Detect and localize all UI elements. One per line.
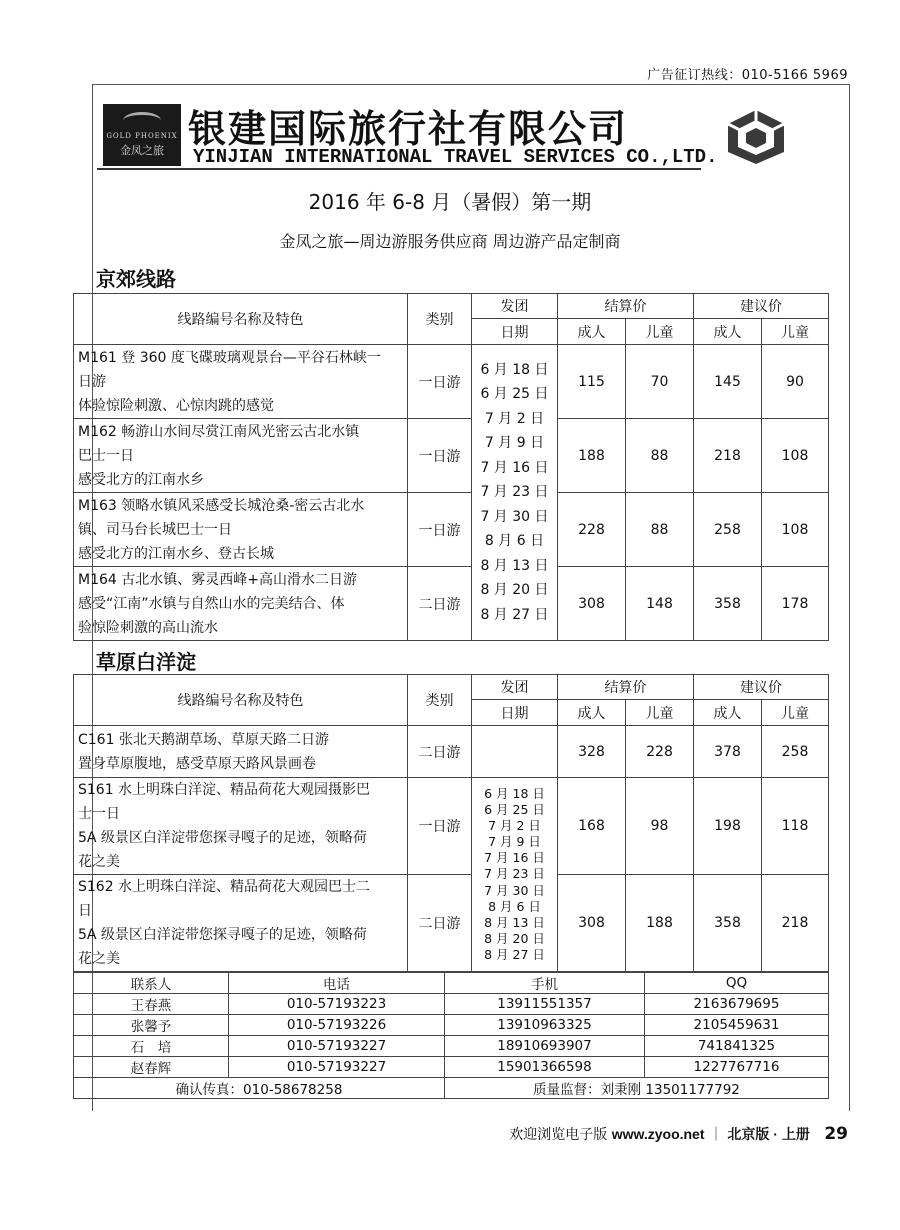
settle-child-price: 88 bbox=[626, 493, 694, 567]
suggest-adult-price: 258 bbox=[694, 493, 762, 567]
col-settle-child: 儿童 bbox=[626, 319, 694, 345]
col-settle-price: 结算价 bbox=[558, 675, 694, 700]
route-cell: M162 畅游山水间尽赏江南风光密云古北水镇 巴士一日 感受北方的江南水乡 bbox=[74, 419, 408, 493]
table-row bbox=[74, 567, 829, 641]
ad-hotline: 广告征订热线：010-5166 5969 bbox=[647, 68, 848, 83]
table-row bbox=[74, 778, 829, 875]
col-suggest-adult: 成人 bbox=[694, 700, 762, 726]
contact-phone: 010-57193227 bbox=[229, 1057, 445, 1078]
col-depart-1: 发团 bbox=[472, 675, 558, 700]
suggest-child-price: 118 bbox=[762, 778, 829, 875]
contact-phone: 010-57193223 bbox=[229, 994, 445, 1015]
settle-child-price: 70 bbox=[626, 345, 694, 419]
settle-adult-price: 228 bbox=[558, 493, 626, 567]
col-suggest-adult: 成人 bbox=[694, 319, 762, 345]
suggest-adult-price: 218 bbox=[694, 419, 762, 493]
suggest-adult-price: 358 bbox=[694, 875, 762, 972]
footer-site-link[interactable]: www.zyoo.net bbox=[611, 1126, 705, 1142]
company-name-en: YINJIAN INTERNATIONAL TRAVEL SERVICES CO.,LTD. bbox=[193, 146, 718, 168]
suggest-adult-price: 145 bbox=[694, 345, 762, 419]
table-row bbox=[74, 726, 829, 778]
col-category: 类别 bbox=[408, 675, 472, 726]
col-settle-adult: 成人 bbox=[558, 700, 626, 726]
tagline: 金凤之旅—周边游服务供应商 周边游产品定制商 bbox=[279, 232, 621, 251]
suggest-child-price: 218 bbox=[762, 875, 829, 972]
col-suggest-child: 儿童 bbox=[762, 319, 829, 345]
contact-qq: 2163679695 bbox=[645, 994, 829, 1015]
table-row bbox=[74, 345, 829, 419]
route-cell: S161 水上明珠白洋淀、精品荷花大观园摄影巴 士一日 5A 级景区白洋淀带您探寻嘎子的足迹，领略荷 花之美 bbox=[74, 778, 408, 875]
col-depart-2: 日期 bbox=[472, 319, 558, 345]
contact-name: 张馨予 bbox=[74, 1015, 229, 1036]
contact-qq: 2105459631 bbox=[645, 1015, 829, 1036]
contact-name: 赵春辉 bbox=[74, 1057, 229, 1078]
contact-row bbox=[74, 1015, 829, 1036]
departure-dates-empty bbox=[472, 726, 558, 778]
settle-child-price: 188 bbox=[626, 875, 694, 972]
category-cell: 一日游 bbox=[408, 493, 472, 567]
contact-name: 石 培 bbox=[74, 1036, 229, 1057]
contact-name: 王春燕 bbox=[74, 994, 229, 1015]
grassland-route-table bbox=[73, 674, 829, 972]
settle-child-price: 228 bbox=[626, 726, 694, 778]
col-settle-adult: 成人 bbox=[558, 319, 626, 345]
category-cell: 二日游 bbox=[408, 726, 472, 778]
contact-qq: 741841325 bbox=[645, 1036, 829, 1057]
section-title-caoyuan-baiyangdian: 草原白洋淀 bbox=[96, 650, 196, 674]
settle-adult-price: 308 bbox=[558, 567, 626, 641]
table-row bbox=[74, 419, 829, 493]
jingjiao-route-table bbox=[73, 293, 829, 641]
settle-child-price: 88 bbox=[626, 419, 694, 493]
col-settle-child: 儿童 bbox=[626, 700, 694, 726]
phoenix-icon bbox=[123, 112, 161, 129]
contact-row bbox=[74, 994, 829, 1015]
route-cell: C161 张北天鹅湖草场、草原天路二日游 置身草原腹地，感受草原天路风景画卷 bbox=[74, 726, 408, 778]
contact-table bbox=[73, 972, 829, 1099]
route-cell: M163 领略水镇风采感受长城沧桑-密云古北水 镇、司马台长城巴士一日 感受北方的江南水乡、登古长城 bbox=[74, 493, 408, 567]
settle-adult-price: 328 bbox=[558, 726, 626, 778]
category-cell: 二日游 bbox=[408, 567, 472, 641]
col-depart-2: 日期 bbox=[472, 700, 558, 726]
contact-mobile: 18910693907 bbox=[445, 1036, 645, 1057]
departure-dates: 6 月 18 日 6 月 25 日 7 月 2 日 7 月 9 日 7 月 16 日 7 月 23 日 7 月 30 日 8 月 6 日 8 月 13 日 8 月 20 日 8 月 27 日 bbox=[472, 778, 558, 972]
settle-adult-price: 115 bbox=[558, 345, 626, 419]
contact-phone: 010-57193227 bbox=[229, 1036, 445, 1057]
header-rule bbox=[97, 168, 701, 170]
quality-supervisor: 质量监督：刘秉刚 13501177792 bbox=[445, 1078, 829, 1099]
suggest-adult-price: 378 bbox=[694, 726, 762, 778]
col-phone: 电话 bbox=[229, 973, 445, 994]
category-cell: 一日游 bbox=[408, 419, 472, 493]
col-mobile: 手机 bbox=[445, 973, 645, 994]
col-depart-1: 发团 bbox=[472, 294, 558, 319]
settle-adult-price: 188 bbox=[558, 419, 626, 493]
col-settle-price: 结算价 bbox=[558, 294, 694, 319]
section-title-jingjiao: 京郊线路 bbox=[96, 267, 176, 291]
table-row bbox=[74, 493, 829, 567]
issue-title: 2016 年 6-8 月（暑假）第一期 bbox=[308, 190, 592, 214]
table-row bbox=[74, 875, 829, 972]
contact-qq: 1227767716 bbox=[645, 1057, 829, 1078]
contact-phone: 010-57193226 bbox=[229, 1015, 445, 1036]
settle-child-price: 98 bbox=[626, 778, 694, 875]
suggest-adult-price: 358 bbox=[694, 567, 762, 641]
gold-phoenix-logo bbox=[103, 104, 181, 166]
col-route: 线路编号名称及特色 bbox=[74, 675, 408, 726]
page-number: 29 bbox=[824, 1124, 848, 1144]
settle-adult-price: 308 bbox=[558, 875, 626, 972]
company-cube-logo-icon bbox=[724, 108, 788, 166]
footer-divider: ｜ bbox=[708, 1127, 723, 1143]
col-contact: 联系人 bbox=[74, 973, 229, 994]
suggest-child-price: 178 bbox=[762, 567, 829, 641]
suggest-child-price: 108 bbox=[762, 419, 829, 493]
category-cell: 一日游 bbox=[408, 345, 472, 419]
contact-mobile: 13911551357 bbox=[445, 994, 645, 1015]
col-qq: QQ bbox=[645, 973, 829, 994]
suggest-adult-price: 198 bbox=[694, 778, 762, 875]
contact-mobile: 13910963325 bbox=[445, 1015, 645, 1036]
contact-row bbox=[74, 1036, 829, 1057]
footer-edition: 北京版 · 上册 bbox=[727, 1126, 810, 1142]
company-name-cn: 银建国际旅行社有限公司 bbox=[188, 106, 629, 151]
col-suggest-price: 建议价 bbox=[694, 675, 829, 700]
col-category: 类别 bbox=[408, 294, 472, 345]
category-cell: 二日游 bbox=[408, 875, 472, 972]
route-cell: S162 水上明珠白洋淀、精品荷花大观园巴士二 日 5A 级景区白洋淀带您探寻嘎子的足迹，领略荷 花之美 bbox=[74, 875, 408, 972]
confirm-fax: 确认传真：010-58678258 bbox=[74, 1078, 445, 1099]
route-cell: M164 古北水镇、雾灵西峰+高山滑水二日游 感受“江南”水镇与自然山水的完美结合、体 验惊险刺激的高山流水 bbox=[74, 567, 408, 641]
settle-child-price: 148 bbox=[626, 567, 694, 641]
col-suggest-child: 儿童 bbox=[762, 700, 829, 726]
suggest-child-price: 90 bbox=[762, 345, 829, 419]
suggest-child-price: 108 bbox=[762, 493, 829, 567]
suggest-child-price: 258 bbox=[762, 726, 829, 778]
departure-dates: 6 月 18 日 6 月 25 日 7 月 2 日 7 月 9 日 7 月 16 日 7 月 23 日 7 月 30 日 8 月 6 日 8 月 13 日 8 月 20 日 8 月 27 日 bbox=[472, 345, 558, 641]
logo-text-cn: 金凤之旅 bbox=[120, 144, 164, 157]
settle-adult-price: 168 bbox=[558, 778, 626, 875]
col-suggest-price: 建议价 bbox=[694, 294, 829, 319]
contact-row bbox=[74, 1057, 829, 1078]
page-footer bbox=[509, 1124, 848, 1144]
col-route: 线路编号名称及特色 bbox=[74, 294, 408, 345]
category-cell: 一日游 bbox=[408, 778, 472, 875]
logo-text-en: GOLD PHOENIX bbox=[106, 132, 178, 140]
contact-mobile: 15901366598 bbox=[445, 1057, 645, 1078]
route-cell: M161 登 360 度飞碟玻璃观景台—平谷石林峡一 日游 体验惊险刺激、心惊肉跳的感觉 bbox=[74, 345, 408, 419]
footer-welcome: 欢迎浏览电子版 bbox=[509, 1127, 608, 1143]
